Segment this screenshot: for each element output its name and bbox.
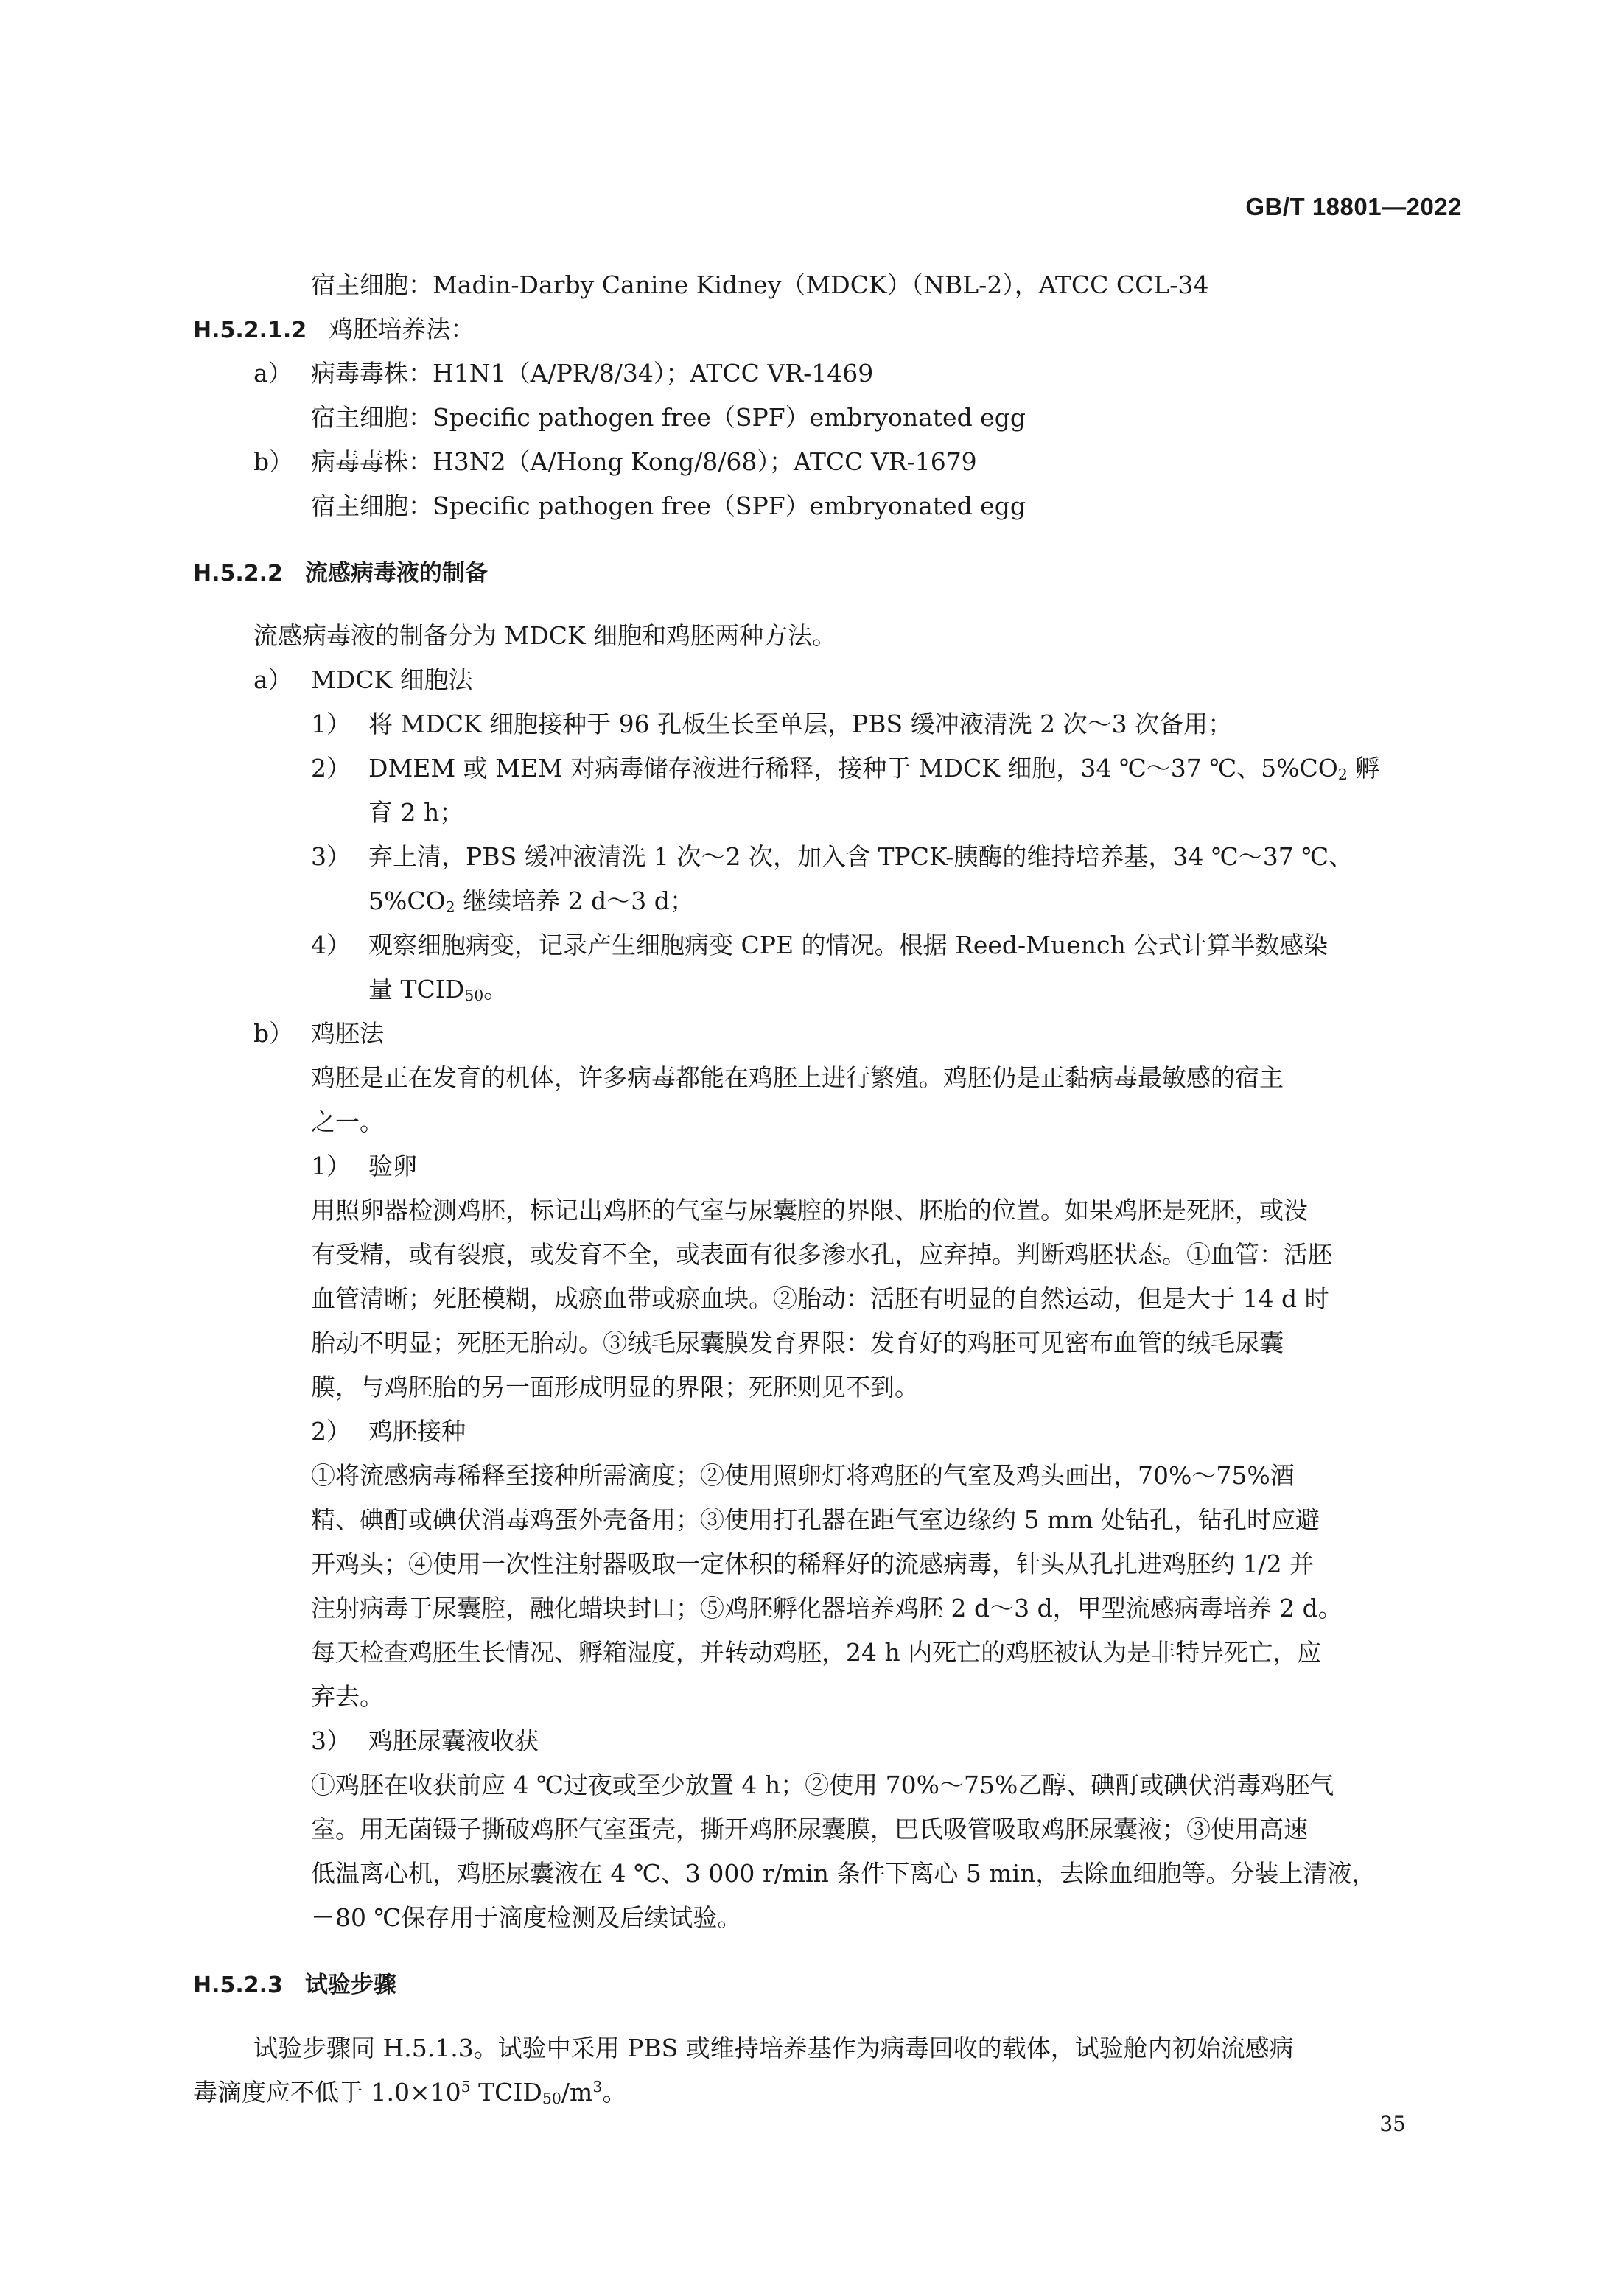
host-cell-line: 宿主细胞：Madin-Darby Canine Kidney（MDCK）（NBL-2），ATCC CCL-34 xyxy=(311,270,1209,299)
standard-number: GB/T 18801—2022 xyxy=(1245,193,1462,220)
list-item-text: 弃上清，PBS 缓冲液清洗 1 次～2 次，加入含 TPCK-胰酶的维持培养基，34 ℃～37 ℃、 xyxy=(368,842,1354,871)
list-marker: 3） xyxy=(311,1726,351,1755)
section-title: 试验步骤 xyxy=(304,1972,396,1998)
paragraph-text: 注射病毒于尿囊腔，融化蜡块封口；⑤鸡胚孵化器培养鸡胚 2 d～3 d，甲型流感病毒培养 2 d。 xyxy=(311,1594,1343,1622)
list-item-text: 鸡胚接种 xyxy=(368,1417,466,1446)
section-heading-h5222 xyxy=(193,554,488,587)
paragraph-text: 血管清晰；死胚模糊，成瘀血带或瘀血块。②胎动：活胚有明显的自然运动，但是大于 14 d 时 xyxy=(311,1284,1329,1313)
paragraph-text: －80 ℃保存用于滴度检测及后续试验。 xyxy=(311,1903,742,1932)
paragraph-text: 膜，与鸡胚胎的另一面形成明显的界限；死胚则见不到。 xyxy=(311,1373,919,1401)
list-item-text: 观察细胞病变，记录产生细胞病变 CPE 的情况。根据 Reed-Muench 公式计算半数感染 xyxy=(368,931,1329,959)
list-marker: 2） xyxy=(311,754,351,783)
paragraph-text: ①鸡胚在收获前应 4 ℃过夜或至少放置 4 h；②使用 70%～75%乙醇、碘酊或碘伏消毒鸡胚气 xyxy=(311,1771,1334,1799)
list-marker: a） xyxy=(253,665,293,694)
list-marker: 1） xyxy=(311,1152,351,1180)
section-heading-h5223 xyxy=(193,1966,396,1999)
list-item-text: 鸡胚尿囊液收获 xyxy=(368,1726,539,1755)
list-marker: a） xyxy=(253,359,293,388)
list-marker: 1） xyxy=(311,710,351,738)
list-marker: b） xyxy=(253,1019,294,1048)
paragraph-text: 胎动不明显；死胚无胎动。③绒毛尿囊膜发育界限：发育好的鸡胚可见密布血管的绒毛尿囊 xyxy=(311,1328,1284,1357)
page-number: 35 xyxy=(1379,2112,1406,2136)
list-item-text: $5\%CO_2$ 继续培养 2 d～3 d； xyxy=(368,886,694,916)
paragraph-text: 鸡胚是正在发育的机体，许多病毒都能在鸡胚上进行繁殖。鸡胚仍是正黏病毒最敏感的宿主 xyxy=(311,1063,1284,1092)
section-heading-h5212 xyxy=(193,315,475,346)
list-item-text: 验卵 xyxy=(368,1152,417,1180)
list-item-text: 病毒毒株：H1N1（A/PR/8/34）；ATCC VR-1469 xyxy=(311,359,874,388)
section-number: H.5.2.3 xyxy=(193,1972,283,1998)
paragraph-text: 开鸡头；④使用一次性注射器吸取一定体积的稀释好的流感病毒，针头从孔扎进鸡胚约 1/2 并 xyxy=(311,1550,1315,1578)
paragraph-text: 弃去。 xyxy=(311,1682,384,1711)
paragraph-text: 毒滴度应不低于 $1.0\times 10^5$ $TCID_{50}/m^3$。 xyxy=(193,2078,627,2107)
list-item-text: MDCK 细胞法 xyxy=(311,665,473,694)
list-item-text: 宿主细胞：Specific pathogen free（SPF）embryonated egg xyxy=(311,491,1026,520)
list-item-text: 将 MDCK 细胞接种于 96 孔板生长至单层，PBS 缓冲液清洗 2 次～3 次备用； xyxy=(368,710,1233,738)
list-item-text: DMEM 或 MEM 对病毒储存液进行稀释，接种于 MDCK 细胞，34 ℃～37 ℃、$5\%CO_2$ 孵 xyxy=(368,754,1380,783)
list-marker: 4） xyxy=(311,931,351,959)
paragraph-text: 流感病毒液的制备分为 MDCK 细胞和鸡胚两种方法。 xyxy=(253,621,837,650)
list-marker: b） xyxy=(253,447,294,476)
paragraph-text: ①将流感病毒稀释至接种所需滴度；②使用照卵灯将鸡胚的气室及鸡头画出，70%～75%酒 xyxy=(311,1461,1295,1490)
list-item-text: 育 2 h； xyxy=(368,798,464,827)
paragraph-text: 室。用无菌镊子撕破鸡胚气室蛋壳，撕开鸡胚尿囊膜，巴氏吸管吸取鸡胚尿囊液；③使用高速 xyxy=(311,1815,1308,1844)
paragraph-text: 精、碘酊或碘伏消毒鸡蛋外壳备用；③使用打孔器在距气室边缘约 5 mm 处钻孔，钻孔时应避 xyxy=(311,1505,1320,1534)
paragraph-text: 有受精，或有裂痕，或发育不全，或表面有很多渗水孔，应弃掉。判断鸡胚状态。①血管：活胚 xyxy=(311,1240,1332,1269)
list-item-text: 宿主细胞：Specific pathogen free（SPF）embryonated egg xyxy=(311,403,1026,432)
paragraph-text: 试验步骤同 H.5.1.3。试验中采用 PBS 或维持培养基作为病毒回收的载体，试验舱内初始流感病 xyxy=(253,2034,1294,2062)
paragraph-text: 低温离心机，鸡胚尿囊液在 4 ℃、3 000 r/min 条件下离心 5 min，去除血细胞等。分装上清液， xyxy=(311,1859,1376,1888)
list-item-text: 量 $TCID_{50}$。 xyxy=(368,975,508,1004)
section-number: H.5.2.2 xyxy=(193,561,283,587)
list-marker: 3） xyxy=(311,842,351,871)
paragraph-text: 每天检查鸡胚生长情况、孵箱湿度，并转动鸡胚，24 h 内死亡的鸡胚被认为是非特异死亡，应 xyxy=(311,1638,1322,1667)
paragraph-text: 用照卵器检测鸡胚，标记出鸡胚的气室与尿囊腔的界限、胚胎的位置。如果鸡胚是死胚，或没 xyxy=(311,1196,1308,1225)
paragraph-text: 之一。 xyxy=(311,1107,384,1136)
list-item-text: 鸡胚法 xyxy=(311,1019,384,1048)
section-number: H.5.2.1.2 xyxy=(193,318,307,343)
section-title: 流感病毒液的制备 xyxy=(304,560,488,587)
list-item-text: 病毒毒株：H3N2（A/Hong Kong/8/68）；ATCC VR-1679 xyxy=(311,447,977,476)
section-title: 鸡胚培养法： xyxy=(329,315,475,343)
list-marker: 2） xyxy=(311,1417,351,1446)
